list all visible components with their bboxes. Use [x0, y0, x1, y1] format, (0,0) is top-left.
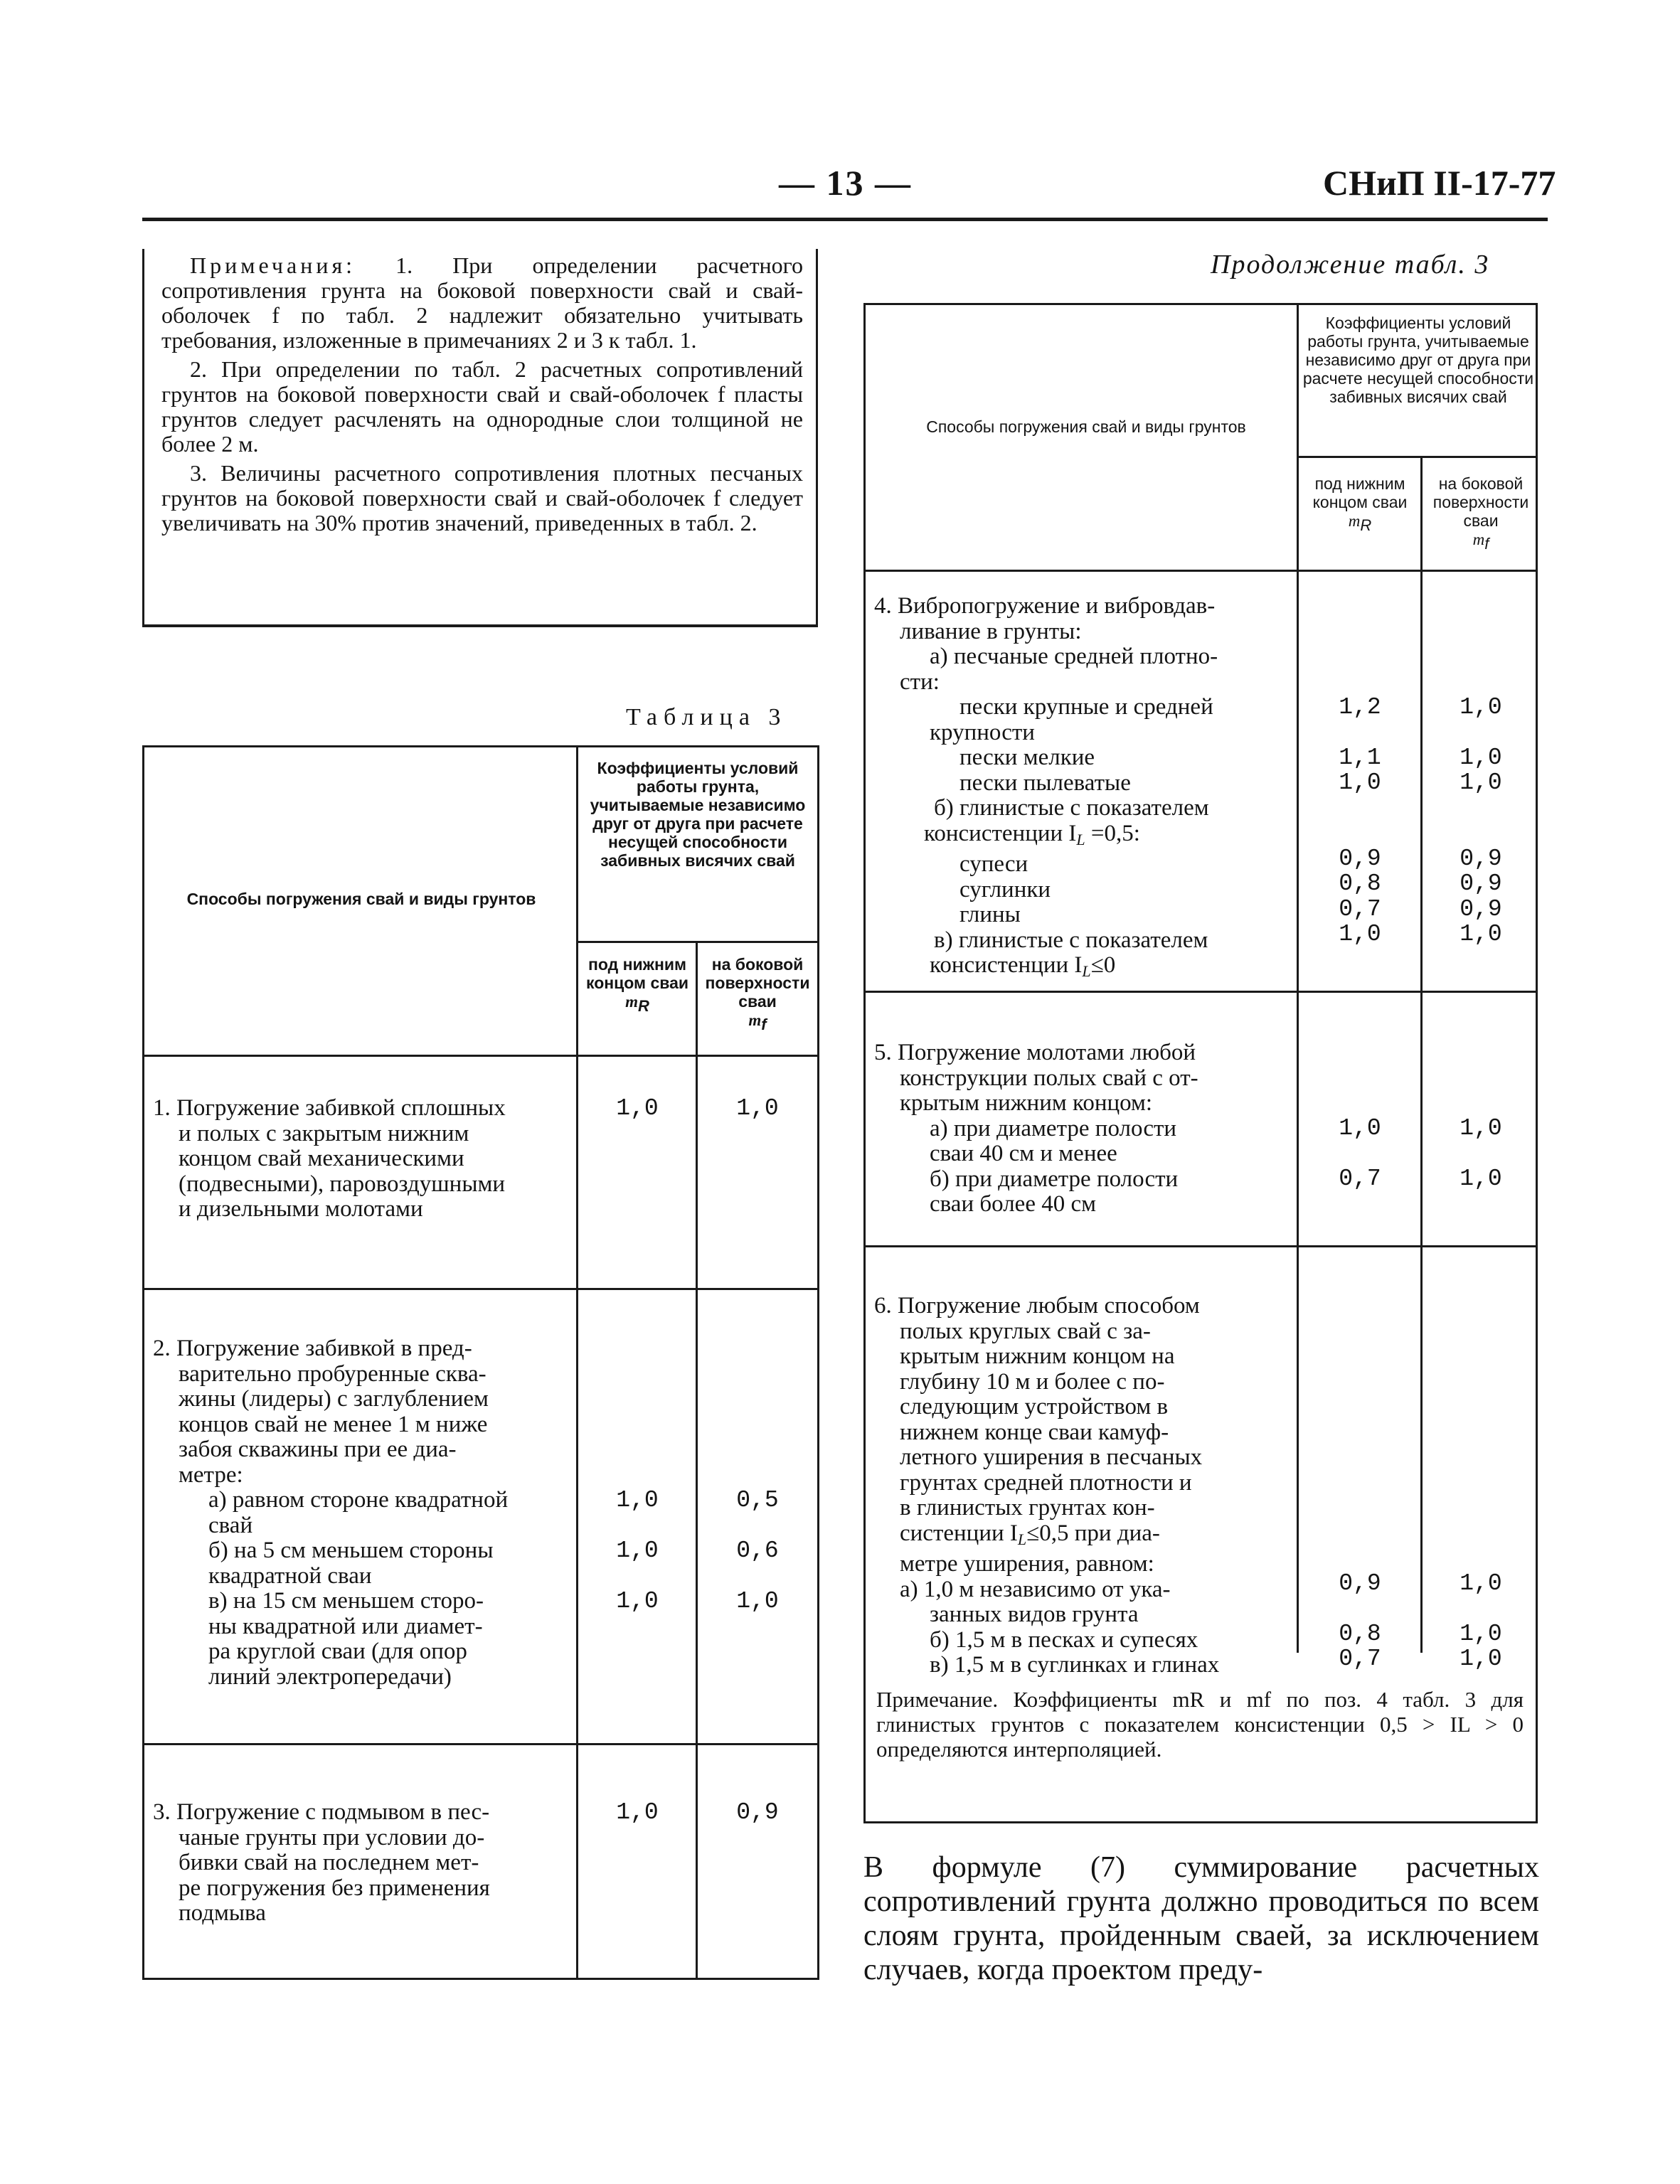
- row-1-line: 1. Погружение забивкой сплошных: [153, 1095, 506, 1121]
- table-note: Примечание. Коэффициенты mR и mf по поз. 4 табл. 3 для глинистых грунтов с показателем консистенции 0,5 > IL > 0 определяются интерполяцией.: [876, 1687, 1524, 1762]
- row-4-loam: суглинки: [959, 876, 1051, 902]
- row-4-rule: [866, 991, 1536, 993]
- row-3-line: 3. Погружение с подмывом в пес-: [153, 1799, 490, 1825]
- row-4-line: а) песчаные средней плотно-: [930, 644, 1218, 669]
- row-4-clay-c-line: [874, 953, 1290, 984]
- row-4-sand-fine-mf: 1,0: [1460, 745, 1502, 771]
- row-6-line: 6. Погружение любым способом: [874, 1293, 1200, 1319]
- row-4-sand-dusty-mf: 1,0: [1460, 769, 1502, 796]
- row-1-line: и дизельными молотами: [179, 1196, 423, 1222]
- row-4-sand-dusty-mR: 1,0: [1339, 769, 1381, 796]
- row-6a-mR: 0,9: [1339, 1570, 1381, 1597]
- row-4-sand-dusty: пески пылеватые: [959, 769, 1131, 796]
- note-1: [161, 253, 803, 353]
- row-4-line: сти:: [900, 668, 940, 695]
- row-4-sand-large: пески крупные и средней: [959, 694, 1213, 720]
- row-2a-mR: 1,0: [616, 1487, 659, 1513]
- row-6c-mR: 0,7: [1339, 1646, 1381, 1672]
- note-2: 2. При определении по табл. 2 расчетных сопротивлений грунтов на боковой поверхности свай и свай-оболочек f пласты грунтов следует расчленять на однородные слои толщиной не более 2 м.: [161, 356, 803, 457]
- row-5a-line: сваи 40 см и менее: [930, 1141, 1117, 1166]
- row-4-clay-b-tail: =0,5:: [1090, 820, 1140, 846]
- row-1-mR: 1,0: [616, 1095, 659, 1122]
- subscript-L: L: [1017, 1530, 1027, 1548]
- row-2c-line: линий электропередачи): [208, 1663, 452, 1690]
- row-5a-line: а) при диаметре полости: [930, 1115, 1177, 1141]
- row-4-sand-large-mR: 1,2: [1339, 694, 1381, 720]
- row-1-line: (подвесными), паровоздушными: [179, 1171, 506, 1197]
- row-6b-mR: 0,8: [1339, 1621, 1381, 1647]
- row-2b-line: б) на 5 см меньшем стороны: [208, 1538, 494, 1563]
- row-4-clay-mR: 0,7: [1339, 896, 1381, 922]
- header-bottom-rule-right: [866, 570, 1536, 572]
- row-6-consistency: систенции I: [900, 1520, 1018, 1546]
- row-4-loam-mf: 0,9: [1460, 870, 1502, 897]
- header-mR: [580, 955, 695, 1016]
- header-rule: [142, 218, 1548, 221]
- row-3-mR: 1,0: [616, 1799, 659, 1826]
- row-1-rule: [144, 1288, 817, 1290]
- row-6-consistency-tail: ≤0,5 при диа-: [1026, 1520, 1160, 1546]
- header-mR-right: [1301, 474, 1419, 535]
- row-4-sand-large: крупности: [930, 719, 1035, 745]
- row-4-sand-fine-mR: 1,1: [1339, 745, 1381, 771]
- row-6a-line: занных видов грунта: [930, 1602, 1139, 1627]
- row-2c-mf: 1,0: [736, 1588, 779, 1614]
- table-right-vline-2: [1420, 456, 1423, 1653]
- row-4-clay-c-tail: ≤0: [1090, 952, 1116, 978]
- table-right-vline-1: [1297, 305, 1299, 1653]
- row-4-clay-c: в) глинистые с показателем: [934, 927, 1208, 953]
- row-4-sandy-loam-mf: 0,9: [1460, 846, 1502, 872]
- row-5-line: конструкции полых свай с от-: [900, 1065, 1198, 1091]
- row-1-mf: 1,0: [736, 1095, 779, 1122]
- table-caption: Таблица 3: [626, 704, 787, 730]
- header-mf-right: [1424, 474, 1538, 553]
- row-3-line: подмыва: [179, 1900, 266, 1926]
- row-5b-mf: 1,0: [1460, 1166, 1502, 1192]
- continuation-caption: Продолжение табл. 3: [1211, 250, 1490, 279]
- row-5a-mR: 1,0: [1339, 1115, 1381, 1141]
- row-2c-mR: 1,0: [616, 1588, 659, 1614]
- row-2a-line: свай: [208, 1512, 253, 1538]
- row-2c-line: ра круглой сваи (для опор: [208, 1639, 467, 1664]
- row-5b-line: сваи более 40 см: [930, 1191, 1096, 1217]
- body-paragraph: В формуле (7) суммирование расчетных сопротивлений грунта должно проводиться по всем слоям грунта, пройденным сваей, за исключением случаев, когда проектом преду-: [863, 1851, 1539, 1986]
- row-1-line: концом свай механическими: [179, 1146, 464, 1171]
- row-6-line: полых круглых свай с за-: [900, 1318, 1151, 1344]
- row-2b-line: квадратной сваи: [208, 1562, 372, 1589]
- row-4-clay-b-line: [874, 821, 1290, 853]
- row-2-line: метре:: [179, 1461, 243, 1488]
- header-method-right: Способы погружения свай и виды грунтов: [926, 417, 1246, 436]
- row-6a-line: а) 1,0 м независимо от ука-: [900, 1576, 1171, 1602]
- header-mf: [699, 955, 816, 1034]
- row-4-clay: глины: [959, 902, 1021, 927]
- table-3-right: [863, 303, 1538, 1823]
- document-code: СНиП II-17-77: [1323, 163, 1556, 203]
- row-6-consistency-line: [874, 1521, 1290, 1552]
- header-mR-label: под нижним концом сваи: [1312, 474, 1408, 511]
- header-mf-symbol: m: [1472, 531, 1485, 548]
- row-6-line: в глинистых грунтах кон-: [900, 1495, 1155, 1520]
- row-3-mf: 0,9: [736, 1799, 779, 1826]
- row-5-line: 5. Погружение молотами любой: [874, 1040, 1196, 1065]
- row-2-rule: [144, 1743, 817, 1745]
- row-6b-mf: 1,0: [1460, 1621, 1502, 1647]
- row-4-clay-c-mf: 1,0: [1460, 921, 1502, 947]
- row-4-line: 4. Вибропогружение и вибровдав-: [874, 593, 1216, 619]
- row-5b-mR: 0,7: [1339, 1166, 1381, 1192]
- header-mR-label: под нижним концом сваи: [586, 955, 689, 992]
- row-4-sand-fine: пески мелкие: [959, 745, 1095, 770]
- row-6-line: нижнем конце сваи камуф-: [900, 1419, 1169, 1445]
- header-subrule: [578, 941, 817, 943]
- row-6c-line: в) 1,5 м в суглинках и глинах: [930, 1652, 1220, 1678]
- row-2-line: концов свай не менее 1 м ниже: [179, 1411, 488, 1437]
- table-left-vline-2: [696, 941, 698, 1978]
- subscript-L: L: [1082, 962, 1091, 980]
- row-2a-mf: 0,5: [736, 1487, 779, 1513]
- row-3-text: [153, 1800, 569, 1927]
- header-mf-sub: f: [1484, 535, 1489, 553]
- row-4-clay-b-consistency: консистенции I: [924, 820, 1077, 846]
- header-coefficients-right: Коэффициенты условий работы грунта, учитываемые независимо друг от друга при расчете несущей способности забивных висячих свай: [1302, 314, 1534, 406]
- row-4-sand-large-mf: 1,0: [1460, 694, 1502, 720]
- row-6-line: крытым нижним концом на: [900, 1343, 1175, 1369]
- row-2c-line: в) на 15 см меньшем сторо-: [208, 1588, 484, 1614]
- row-2-line: жины (лидеры) с заглублением: [179, 1386, 489, 1412]
- row-5-text: [874, 1040, 1290, 1218]
- row-4-sandy-loam-mR: 0,9: [1339, 846, 1381, 872]
- row-2-line: 2. Погружение забивкой в пред-: [153, 1336, 472, 1361]
- header-subrule-right: [1299, 456, 1538, 458]
- row-4-loam-mR: 0,8: [1339, 870, 1381, 897]
- page-number: — 13 —: [779, 163, 912, 203]
- header-coefficients: Коэффициенты условий работы грунта, учитываемые независимо друг от друга при расчете несущей способности забивных висячих свай: [590, 759, 806, 870]
- row-5a-mf: 1,0: [1460, 1115, 1502, 1141]
- row-2-text: [153, 1336, 569, 1690]
- header-mR-sub: R: [1360, 516, 1372, 534]
- row-2-line: забоя скважины при ее диа-: [179, 1437, 457, 1462]
- row-1-line: и полых с закрытым нижним: [179, 1120, 469, 1146]
- row-2-line: варительно пробуренные сква-: [179, 1360, 487, 1387]
- row-4-sandy-loam: супеси: [959, 851, 1028, 877]
- row-5-line: крытым нижним концом:: [900, 1090, 1153, 1116]
- row-6-line: следующим устройством в: [900, 1394, 1169, 1419]
- row-4-clay-c-mR: 1,0: [1339, 921, 1381, 947]
- row-4-clay-c-consistency: консистенции I: [930, 952, 1083, 978]
- row-6-text: [874, 1294, 1290, 1678]
- row-6-line: грунтах средней плотности и: [900, 1469, 1192, 1496]
- row-5b-line: б) при диаметре полости: [930, 1166, 1179, 1192]
- row-6a-mf: 1,0: [1460, 1570, 1502, 1597]
- header-mR-sub: R: [638, 997, 649, 1015]
- table-left-vline-1: [576, 747, 578, 1978]
- row-6b-line: б) 1,5 м в песках и супесях: [930, 1626, 1198, 1653]
- notes-box: [142, 249, 818, 627]
- header-mR-symbol: m: [625, 993, 638, 1011]
- row-3-line: чаные грунты при условии до-: [179, 1824, 485, 1850]
- row-2b-mR: 1,0: [616, 1538, 659, 1564]
- note-3: 3. Величины расчетного сопротивления плотных песчаных грунтов на боковой поверхности свай и свай-оболочек f следует увеличивать на 30% против значений, приведенных в табл. 2.: [161, 460, 803, 536]
- header-mR-symbol: m: [1348, 512, 1361, 530]
- row-2a-line: а) равном стороне квадратной: [208, 1487, 509, 1513]
- header-method: Способы погружения свай и виды грунтов: [186, 890, 536, 908]
- row-6-line: глубину 10 м и более с по-: [900, 1368, 1165, 1395]
- row-2c-line: ны квадратной или диамет-: [208, 1613, 483, 1639]
- row-6-line: летного уширения в песчаных: [900, 1444, 1203, 1470]
- row-4-line: ливание в грунты:: [900, 618, 1082, 644]
- row-4-clay-b: б) глинистые с показателем: [934, 795, 1209, 821]
- header-bottom-rule: [144, 1055, 817, 1057]
- row-2b-mf: 0,6: [736, 1538, 779, 1564]
- subscript-L: L: [1076, 830, 1085, 848]
- row-3-line: ре погружения без применения: [179, 1875, 490, 1901]
- header-mf-label: на боковой поверхности сваи: [705, 955, 810, 1011]
- row-4-text: [874, 594, 1290, 984]
- row-3-line: бивки свай на последнем мет-: [179, 1850, 479, 1875]
- header-mf-sub: f: [761, 1016, 767, 1033]
- table-3-left: [142, 745, 819, 1980]
- header-mf-label: на боковой поверхности сваи: [1432, 474, 1529, 530]
- row-1-text: [153, 1096, 569, 1222]
- row-6c-mf: 1,0: [1460, 1646, 1502, 1672]
- note-1-text: 1. При определении расчетного сопротивления грунта на боковой поверхности свай и свай-оболочек f по табл. 2 надлежит обязательно учитывать требования, изложенные в примечаниях 2 и 3 к табл. 1.: [161, 252, 804, 353]
- header-mf-symbol: m: [748, 1011, 762, 1029]
- notes-heading: Примечания:: [190, 252, 356, 278]
- row-5-rule: [866, 1245, 1536, 1247]
- row-6-line: метре уширения, равном:: [900, 1551, 1154, 1577]
- row-4-clay-mf: 0,9: [1460, 896, 1502, 922]
